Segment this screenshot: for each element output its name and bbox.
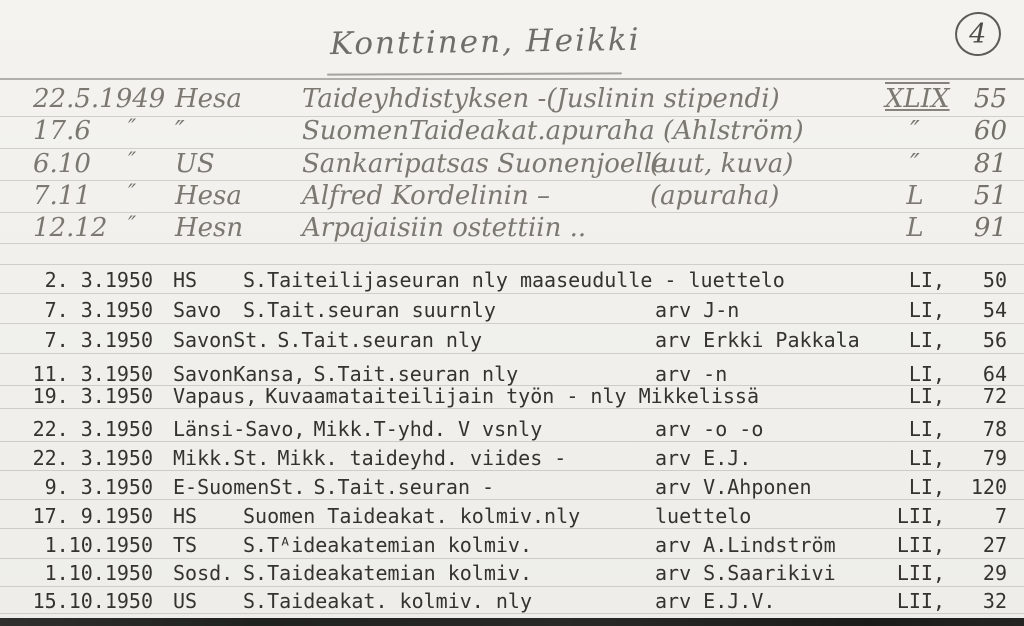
entry-note: arv A.Lindström — [655, 533, 836, 557]
entry-note: luettelo — [655, 504, 752, 528]
entry-source: HS — [173, 268, 198, 292]
entry-volume: L — [906, 213, 924, 243]
entry-volume: LI, — [908, 417, 945, 441]
entry-date: 7. 3.1950 — [44, 328, 153, 352]
entry-page: 120 — [970, 475, 1007, 499]
entry-volume: LI, — [908, 475, 945, 499]
entry-page: 50 — [982, 268, 1007, 292]
entry-description: S.Taideakat. kolmiv. nly — [243, 589, 532, 613]
typewritten-entry-row — [25, 533, 1024, 559]
entry-page: 81 — [973, 149, 1007, 179]
entry-description: Mikk.T-yhd. V vsnly — [313, 417, 543, 441]
entry-volume: LI, — [908, 362, 945, 386]
entry-note: (apuraha) — [650, 181, 780, 211]
entry-volume: LI, — [908, 328, 945, 352]
entry-volume: LII, — [896, 533, 945, 557]
typewritten-entry-row — [25, 446, 1024, 472]
entry-source: E-SuomenSt. — [173, 475, 306, 499]
ruled-line — [0, 264, 1024, 265]
entry-page: 7 — [994, 504, 1007, 528]
entry-date: 7. 3.1950 — [44, 298, 153, 322]
entry-date: 22.5.1949 — [33, 84, 166, 114]
entry-note: arv E.J.V. — [655, 589, 776, 613]
entry-page: 54 — [982, 298, 1007, 322]
entry-description: Kuvaamataiteilijain työn - nly Mikkelissä — [265, 384, 759, 408]
entry-date: 22. 3.1950 — [32, 417, 153, 441]
entry-page: 32 — [982, 589, 1007, 613]
typewritten-entry-row — [25, 328, 1024, 354]
card-title: Konttinen, Heikki — [329, 21, 641, 63]
entry-date: 19. 3.1950 — [32, 384, 153, 408]
entry-page: 60 — [973, 116, 1007, 146]
entry-description: Mikk. taideyhd. viides - — [277, 446, 567, 470]
entry-source: Länsi-Savo, — [173, 417, 306, 441]
entry-description: Arpajaisiin ostettiin .. — [302, 213, 587, 243]
handwritten-entry-row — [0, 181, 1024, 215]
entry-date: 9. 3.1950 — [44, 475, 153, 499]
year-ditto-mark: ″ — [128, 181, 137, 206]
entry-page: 72 — [982, 384, 1007, 408]
entry-page: 51 — [973, 181, 1007, 211]
entry-source: US — [173, 589, 198, 613]
entry-description: S.Tait.seuran nly — [277, 328, 483, 352]
entry-page: 78 — [982, 417, 1007, 441]
typewritten-entry-row — [25, 475, 1024, 501]
title-underline — [327, 72, 622, 75]
entry-volume: LI, — [908, 384, 945, 408]
typewritten-entry-row — [25, 504, 1024, 530]
handwritten-entry-row — [0, 149, 1024, 183]
entry-date: 17. 9.1950 — [32, 504, 153, 528]
page-number-badge — [952, 8, 1005, 59]
entry-volume: ″ — [910, 149, 920, 179]
typewritten-entry-row — [25, 298, 1024, 324]
entry-source: US — [175, 149, 215, 179]
entry-description: Sankaripatsas Suonenjoelle — [302, 149, 668, 179]
entry-note: arv V.Ahponen — [655, 475, 812, 499]
entry-volume: LII, — [896, 561, 945, 585]
entry-date: 1.10.1950 — [44, 561, 153, 585]
entry-source: ″ — [175, 116, 185, 146]
entry-source: Hesn — [175, 213, 244, 243]
entry-date: 22. 3.1950 — [32, 446, 153, 470]
entry-description: Taideyhdistyksen -(Juslinin stipendi) — [302, 84, 780, 114]
entry-volume: LI, — [908, 446, 945, 470]
page-number: 4 — [969, 18, 987, 50]
entry-description: SuomenTaideakat.apuraha (Ahlström) — [302, 116, 804, 146]
card-bottom-edge — [0, 618, 1024, 626]
typewritten-entry-row — [25, 561, 1024, 587]
handwritten-entry-row — [0, 84, 1024, 118]
entry-volume: LI, — [908, 268, 945, 292]
typewritten-entry-row — [25, 417, 1024, 443]
entry-description: Suomen Taideakat. kolmiv.nly — [243, 504, 581, 528]
year-ditto-mark: ″ — [128, 213, 137, 238]
entry-note: arv -n — [655, 362, 728, 386]
entry-source: Vapaus, — [173, 384, 258, 408]
entry-description: S.Tait.seuran nly — [313, 362, 519, 386]
entry-date: 12.12 — [33, 213, 108, 243]
entry-volume: LII, — [896, 589, 945, 613]
entry-volume: ″ — [910, 116, 920, 146]
entry-source: Sosd. — [173, 561, 234, 585]
handwritten-entry-row — [0, 213, 1024, 247]
entry-date: 1.10.1950 — [44, 533, 153, 557]
entry-date: 15.10.1950 — [32, 589, 153, 613]
entry-note: arv -o -o — [655, 417, 764, 441]
typewritten-entry-row — [25, 589, 1024, 615]
entry-page: 64 — [982, 362, 1007, 386]
typewritten-entry-row — [25, 268, 1024, 294]
entry-note: arv Erkki Pakkala — [655, 328, 860, 352]
entry-source: HS — [173, 504, 198, 528]
entry-page: 56 — [982, 328, 1007, 352]
entry-volume: XLIX — [885, 84, 950, 114]
entry-description: S.Tᴬideakatemian kolmiv. — [243, 533, 532, 557]
year-ditto-mark: ″ — [128, 116, 137, 141]
entry-note: arv E.J. — [655, 446, 752, 470]
entry-page: 55 — [973, 84, 1007, 114]
handwritten-entry-row — [0, 116, 1024, 150]
entry-date: 17.6 — [33, 116, 91, 146]
entry-source: SavonKansa, — [173, 362, 306, 386]
entry-volume: L — [906, 181, 924, 211]
entry-page: 79 — [982, 446, 1007, 470]
entry-source: Mikk.St. — [173, 446, 270, 470]
entry-volume: LII, — [896, 504, 945, 528]
entry-description: Alfred Kordelinin – — [302, 181, 550, 211]
entry-page: 27 — [982, 533, 1007, 557]
entry-date: 2. 3.1950 — [44, 268, 153, 292]
header-rule-line — [0, 78, 1024, 80]
entry-source: Savo — [173, 298, 222, 322]
entry-note: (uut, kuva) — [650, 149, 794, 179]
entry-note: arv S.Saarikivi — [655, 561, 836, 585]
entry-description: S.Tait.seuran suurnly — [243, 298, 496, 322]
typewritten-entry-row — [25, 384, 1024, 410]
entry-source: Hesa — [175, 84, 242, 114]
entry-description: S.Taiteilijaseuran nly maaseudulle - luettelo — [243, 268, 785, 292]
entry-date: 7.11 — [33, 181, 91, 211]
entry-page: 91 — [973, 213, 1007, 243]
entry-note: arv J-n — [655, 298, 740, 322]
year-ditto-mark: ″ — [128, 149, 137, 174]
entry-source: TS — [173, 533, 198, 557]
entry-date: 11. 3.1950 — [32, 362, 153, 386]
entry-volume: LI, — [908, 298, 945, 322]
entry-source: Hesa — [175, 181, 242, 211]
entry-source: SavonSt. — [173, 328, 270, 352]
entry-description: S.Tait.seuran - — [313, 475, 495, 499]
entry-page: 29 — [982, 561, 1007, 585]
entry-description: S.Taideakatemian kolmiv. — [243, 561, 532, 585]
entry-date: 6.10 — [33, 149, 91, 179]
